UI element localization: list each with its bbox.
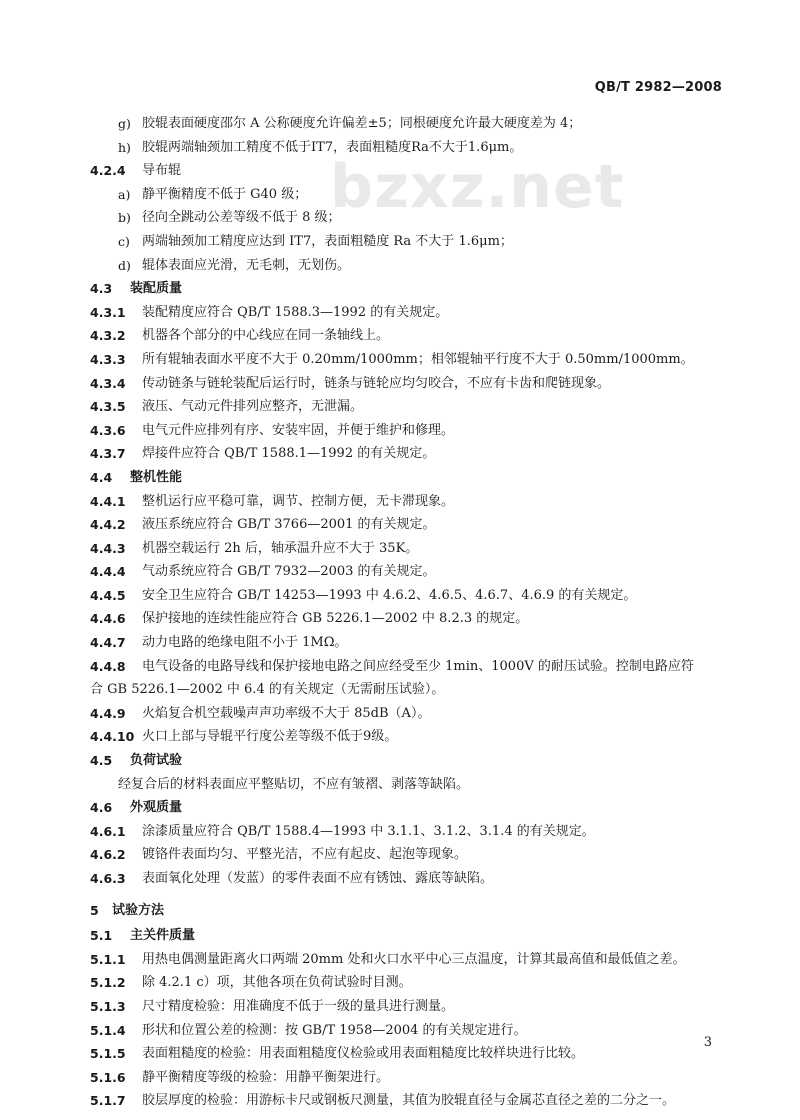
clause-text: 径向全跳动公差等级不低于 8 级； — [142, 210, 341, 226]
clause — [90, 1089, 730, 1113]
list-item — [90, 112, 730, 136]
clause-number: 4.3 — [90, 281, 113, 297]
clause — [90, 159, 730, 183]
clause — [90, 655, 730, 679]
clause-number: 4.5 — [90, 753, 113, 769]
clause-text: 所有辊轴表面水平度不大于 0.20mm/1000mm；相邻辊轴平行度不大于 0.50mm/1000mm。 — [142, 351, 694, 367]
clause-text: 静平衡精度等级的检验：用静平衡架进行。 — [142, 1069, 390, 1085]
list-item — [90, 230, 730, 254]
clause — [90, 631, 730, 655]
clause-number: 5.1.2 — [90, 975, 126, 991]
clause — [90, 419, 730, 443]
clause — [90, 678, 730, 702]
page-number: 3 — [703, 1035, 712, 1050]
clause — [90, 867, 730, 891]
clause-text: 镀铬件表面均匀、平整光洁，不应有起皮、起泡等现象。 — [142, 847, 468, 863]
clause-text: 用热电偶测量距离火口两端 20mm 处和火口水平中心三点温度，计算其最高值和最低值之差。 — [142, 951, 686, 967]
clause-number: 4.4.3 — [90, 540, 126, 556]
clause-text: 胶层厚度的检验：用游标卡尺或钢板尺测量，其值为胶辊直径与金属芯直径之差的二分之一。 — [142, 1093, 676, 1109]
list-item — [90, 183, 730, 207]
clause-text: 安全卫生应符合 GB/T 14253—1993 中 4.6.2、4.6.5、4.6.7、4.6.9 的有关规定。 — [142, 587, 637, 603]
clause-text: 导布辊 — [142, 163, 182, 179]
clause — [90, 301, 730, 325]
clause — [90, 948, 730, 972]
clause-number: 4.3.3 — [90, 351, 126, 367]
clause — [90, 1066, 730, 1090]
clause-text: 装配精度应符合 QB/T 1588.3—1992 的有关规定。 — [142, 304, 449, 320]
clause-number: d) — [118, 257, 131, 273]
section-heading — [90, 924, 730, 948]
clause-number: 4.4.1 — [90, 493, 126, 509]
clause — [90, 372, 730, 396]
clause-number: 4.4 — [90, 469, 113, 485]
clause-number: b) — [118, 210, 131, 226]
clause — [90, 560, 730, 584]
clause-number: 4.4.8 — [90, 658, 126, 674]
section-heading — [90, 277, 730, 301]
clause — [90, 584, 730, 608]
clause-text: 火焰复合机空载噪声声功率级不大于 85dB（A）。 — [142, 705, 431, 721]
clause-number: 4.4.7 — [90, 635, 126, 651]
clause-number: 5.1.1 — [90, 951, 126, 967]
clause — [90, 490, 730, 514]
clause — [90, 995, 730, 1019]
clause-number: 5 — [90, 902, 99, 918]
clause-number: 4.4.10 — [90, 729, 135, 745]
clause-text: 表面氧化处理（发蓝）的零件表面不应有锈蚀、露底等缺陷。 — [142, 871, 494, 886]
clause-text: 两端轴颈加工精度应达到 IT7，表面粗糙度 Ra 不大于 1.6μm； — [142, 233, 513, 249]
clause-text: 涂漆质量应符合 QB/T 1588.4—1993 中 3.1.1、3.1.2、3.1.4 的有关规定。 — [142, 823, 595, 839]
clause — [90, 607, 730, 631]
clause-number: 4.3.4 — [90, 375, 126, 391]
clause-text: 电气元件应排列有序、安装牢固，并便于维护和修理。 — [142, 422, 455, 438]
clause-text: 主关件质量 — [130, 928, 196, 944]
section-heading — [90, 796, 730, 820]
clause-number: 4.4.2 — [90, 517, 126, 533]
clause-number: 4.3.5 — [90, 399, 126, 415]
clause-text: 整机运行应平稳可靠，调节、控制方便，无卡滞现象。 — [142, 493, 455, 509]
clause-text: 火口上部与导辊平行度公差等级不低于9级。 — [142, 729, 398, 745]
clause-number: 4.2.4 — [90, 163, 126, 179]
clause-text: 装配质量 — [130, 281, 183, 297]
clause-number: 5.1.3 — [90, 998, 126, 1014]
clause-number: 5.1.4 — [90, 1022, 126, 1038]
clause-text: 气动系统应符合 GB/T 7932—2003 的有关规定。 — [142, 564, 436, 580]
clause-number: 4.4.6 — [90, 611, 126, 627]
section-heading — [90, 899, 730, 923]
clause-text: 焊接件应符合 QB/T 1588.1—1992 的有关规定。 — [142, 446, 436, 462]
list-item — [90, 136, 730, 160]
clause-number: 5.1.7 — [90, 1093, 126, 1109]
clause-text: 保护接地的连续性能应符合 GB 5226.1—2002 中 8.2.3 的规定。 — [142, 611, 529, 627]
clause-number: g) — [118, 116, 131, 131]
clause-text: 整机性能 — [130, 469, 183, 485]
clause-number: 4.3.7 — [90, 446, 126, 462]
clause-text: 试验方法 — [112, 902, 165, 918]
clause-number: 5.1.6 — [90, 1069, 126, 1085]
clause — [90, 348, 730, 372]
clause-number: 4.4.9 — [90, 705, 126, 721]
standard-code: QB/T 2982—2008 — [594, 80, 722, 95]
clause-number: 4.3.1 — [90, 304, 126, 320]
clause-number: 4.3.2 — [90, 328, 126, 344]
clause-text: 经复合后的材料表面应平整贴切，不应有皱褶、剥落等缺陷。 — [118, 776, 470, 792]
clause-text: 胶辊两端轴颈加工精度不低于IT7，表面粗糙度Ra不大于1.6μm。 — [142, 139, 523, 155]
clause-text: 除 4.2.1 c）项，其他各项在负荷试验时目测。 — [142, 975, 412, 991]
clause-number: 5.1.5 — [90, 1046, 126, 1062]
clause — [90, 324, 730, 348]
clause — [90, 1042, 730, 1066]
clause — [90, 1019, 730, 1043]
clause-number: 5.1 — [90, 928, 113, 944]
section-heading — [90, 749, 730, 773]
clause-text: 液压、气动元件排列应整齐，无泄漏。 — [142, 399, 364, 415]
clause-text: 合 GB 5226.1—2002 中 6.4 的有关规定（无需耐压试验）。 — [90, 682, 445, 698]
clause — [90, 537, 730, 561]
clause-text: 电气设备的电路导线和保护接地电路之间应经受至少 1min、1000V 的耐压试验。控制电路应符 — [142, 658, 694, 674]
list-item — [90, 254, 730, 278]
watermark: bzxz.net — [330, 152, 625, 222]
clause-text: 外观质量 — [130, 800, 183, 816]
clause-text: 动力电路的绝缘电阻不小于 1MΩ。 — [142, 635, 348, 651]
clause — [90, 513, 730, 537]
clause-text: 胶辊表面硬度邵尔 A 公称硬度允许偏差±5；同根硬度允许最大硬度差为 4； — [142, 116, 582, 131]
clause-text: 传动链条与链轮装配后运行时，链条与链轮应均匀咬合，不应有卡齿和爬链现象。 — [142, 375, 611, 391]
clause-text: 负荷试验 — [130, 753, 183, 769]
clause-number: 4.6.3 — [90, 871, 126, 886]
clause-text: 辊体表面应光滑，无毛刺，无划伤。 — [142, 257, 351, 273]
clause-text: 尺寸精度检验：用准确度不低于一级的量具进行测量。 — [142, 998, 455, 1014]
list-item — [90, 206, 730, 230]
clause-number: 4.6 — [90, 800, 113, 816]
clause-number: 4.4.4 — [90, 564, 126, 580]
clause-number: c) — [118, 233, 130, 249]
clause-number: 4.6.2 — [90, 847, 126, 863]
clause-number: a) — [118, 186, 131, 202]
clause-text: 液压系统应符合 GB/T 3766—2001 的有关规定。 — [142, 517, 436, 533]
clause — [90, 773, 730, 797]
clause-number: 4.4.5 — [90, 587, 126, 603]
clause — [90, 702, 730, 726]
clause-number: h) — [118, 139, 131, 155]
clause — [90, 395, 730, 419]
clause-number: 4.3.6 — [90, 422, 126, 438]
clause-number: 4.6.1 — [90, 823, 126, 839]
document-body — [90, 112, 730, 1113]
clause — [90, 442, 730, 466]
clause — [90, 843, 730, 867]
section-heading — [90, 466, 730, 490]
clause — [90, 725, 730, 749]
clause — [90, 971, 730, 995]
clause-text: 静平衡精度不低于 G40 级； — [142, 186, 308, 202]
clause-text: 机器各个部分的中心线应在同一条轴线上。 — [142, 328, 390, 344]
clause-text: 机器空载运行 2h 后，轴承温升应不大于 35K。 — [142, 540, 419, 556]
clause — [90, 820, 730, 844]
clause-text: 形状和位置公差的检测：按 GB/T 1958—2004 的有关规定进行。 — [142, 1022, 527, 1038]
clause-text: 表面粗糙度的检验：用表面粗糙度仪检验或用表面粗糙度比较样块进行比较。 — [142, 1046, 585, 1062]
